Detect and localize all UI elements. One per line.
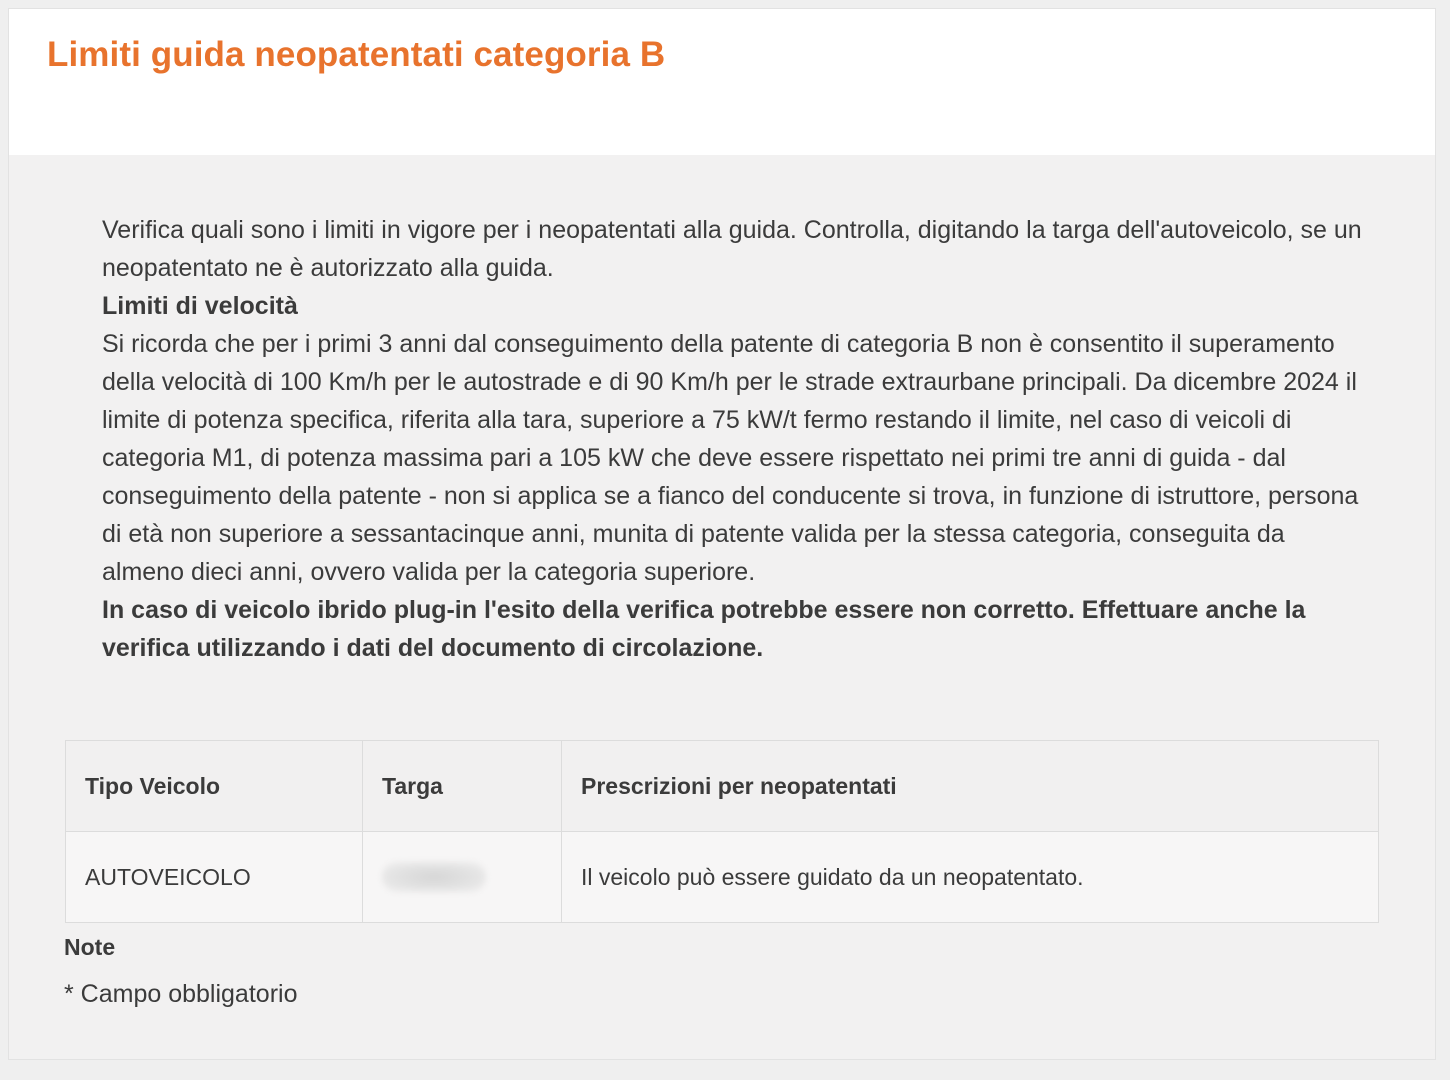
speed-limits-text: Si ricorda che per i primi 3 anni dal conseguimento della patente di categoria B non è consentito il superamento della velocità di 100 Km/h per le autostrade e di 90 Km/h per le strade extraurbane principali. Da dicembre 2024 il limite di potenza specifica, riferita alla tara, superiore a 75 kW/t fermo restando il limite, nel caso di veicoli di categoria M1, di potenza massima pari a 105 kW che deve essere rispettato nei primi tre anni di guida - dal conseguimento della patente - non si applica se a fianco del conducente si trova, in funzione di istruttore, persona di età non superiore a sessantacinque anni, munita di patente valida per la stessa categoria, conseguita da almeno dieci anni, ovvero valida per la categoria superiore. [102, 330, 1359, 586]
speed-limits-heading: Limiti di velocità [102, 292, 298, 320]
intro-text: Verifica quali sono i limiti in vigore per i neopatentati alla guida. Controlla, digitando la targa dell'autoveicolo, se un neopatentato ne è autorizzato alla guida. [102, 216, 1362, 282]
page-title: Limiti guida neopatentati categoria B [47, 35, 666, 74]
header-targa: Targa [363, 741, 562, 832]
page-frame [8, 8, 1436, 1060]
notes-required-field: * Campo obbligatorio [64, 980, 298, 1008]
cell-tipo-veicolo: AUTOVEICOLO [66, 832, 363, 923]
info-section [102, 211, 1362, 667]
notes-title: Note [64, 934, 116, 960]
cell-prescrizioni: Il veicolo può essere guidato da un neopatentato. [562, 832, 1379, 923]
header-prescrizioni: Prescrizioni per neopatentati [562, 741, 1379, 832]
page-header [9, 9, 1435, 155]
result-table-container [65, 740, 1379, 923]
cell-targa [363, 832, 562, 923]
result-table [65, 740, 1379, 923]
table-header-row [66, 741, 1379, 832]
header-tipo-veicolo: Tipo Veicolo [66, 741, 363, 832]
plugin-hybrid-warning: In caso di veicolo ibrido plug-in l'esito della verifica potrebbe essere non corretto. Effettuare anche la verifica utilizzando i dati del documento di circolazione. [102, 596, 1306, 662]
redacted-plate [382, 862, 486, 892]
table-row [66, 832, 1379, 923]
